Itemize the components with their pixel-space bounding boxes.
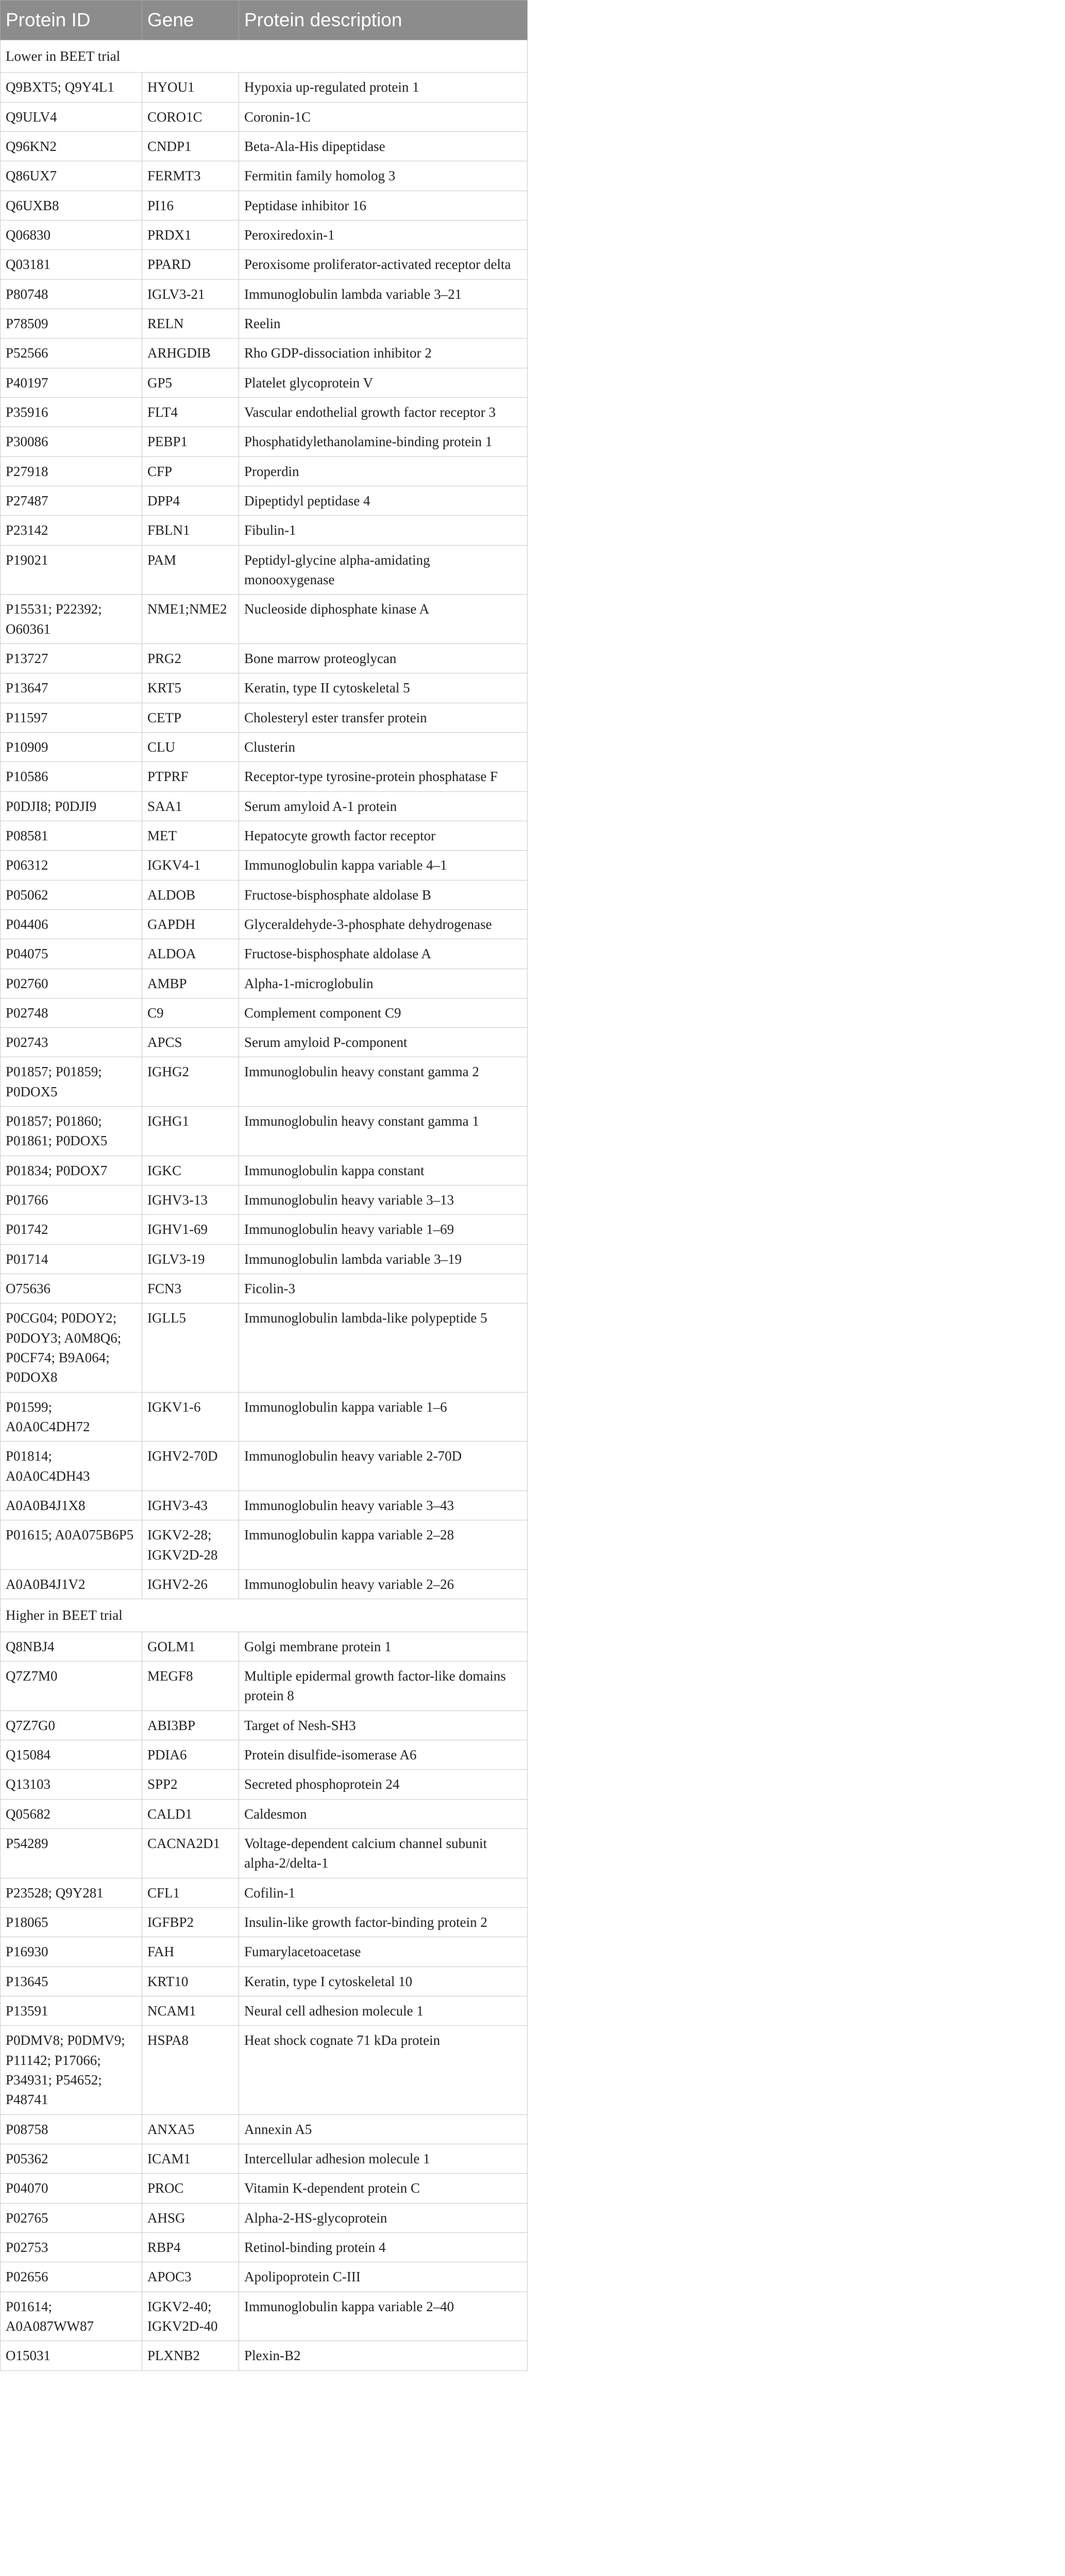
cell-protein-id: P0CG04; P0DOY2; P0DOY3; A0M8Q6; P0CF74; B9A064; P0DOX8	[1, 1303, 142, 1392]
table-row	[1, 673, 528, 703]
cell-protein-description: Immunoglobulin heavy variable 3–43	[239, 1491, 528, 1520]
cell-protein-description: Peroxiredoxin-1	[239, 220, 528, 249]
cell-protein-description: Immunoglobulin heavy constant gamma 2	[239, 1057, 528, 1107]
cell-gene: RELN	[142, 309, 239, 338]
table-row	[1, 1967, 528, 1996]
protein-table	[0, 0, 528, 2371]
cell-protein-id: Q06830	[1, 220, 142, 249]
cell-gene: IGKC	[142, 1156, 239, 1185]
cell-protein-id: Q7Z7M0	[1, 1662, 142, 1711]
cell-protein-description: Immunoglobulin lambda-like polypeptide 5	[239, 1303, 528, 1392]
table-row	[1, 1996, 528, 2025]
cell-gene: PEBP1	[142, 427, 239, 456]
cell-gene: ALDOB	[142, 880, 239, 909]
section-label: Lower in BEET trial	[1, 40, 528, 73]
cell-protein-id: P23142	[1, 516, 142, 545]
cell-protein-description: Nucleoside diphosphate kinase A	[239, 595, 528, 644]
cell-protein-id: P02748	[1, 998, 142, 1027]
table-row	[1, 595, 528, 644]
cell-protein-description: Immunoglobulin kappa variable 1–6	[239, 1392, 528, 1442]
cell-protein-id: P01599; A0A0C4DH72	[1, 1392, 142, 1442]
cell-protein-id: P30086	[1, 427, 142, 456]
cell-gene: ABI3BP	[142, 1710, 239, 1740]
table-row	[1, 998, 528, 1027]
cell-protein-id: P02765	[1, 2203, 142, 2232]
table-row	[1, 2174, 528, 2203]
cell-protein-description: Serum amyloid A-1 protein	[239, 791, 528, 821]
cell-protein-description: Dipeptidyl peptidase 4	[239, 486, 528, 515]
table-row	[1, 939, 528, 969]
table-row	[1, 1057, 528, 1107]
cell-protein-description: Hepatocyte growth factor receptor	[239, 821, 528, 850]
cell-protein-description: Alpha-2-HS-glycoprotein	[239, 2203, 528, 2232]
cell-protein-description: Apolipoprotein C-III	[239, 2262, 528, 2292]
table-row	[1, 2292, 528, 2341]
cell-gene: HYOU1	[142, 73, 239, 102]
cell-protein-description: Complement component C9	[239, 998, 528, 1027]
cell-protein-description: Immunoglobulin heavy constant gamma 1	[239, 1107, 528, 1156]
cell-protein-id: Q9ULV4	[1, 102, 142, 131]
cell-gene: FBLN1	[142, 516, 239, 545]
cell-protein-id: P04075	[1, 939, 142, 969]
cell-gene: FCN3	[142, 1274, 239, 1303]
cell-gene: RBP4	[142, 2232, 239, 2262]
cell-gene: CLU	[142, 732, 239, 761]
table-row	[1, 456, 528, 486]
cell-gene: MET	[142, 821, 239, 850]
table-row	[1, 791, 528, 821]
table-row	[1, 2232, 528, 2262]
cell-protein-description: Serum amyloid P-component	[239, 1028, 528, 1057]
cell-protein-description: Alpha-1-microglobulin	[239, 969, 528, 998]
cell-protein-description: Neural cell adhesion molecule 1	[239, 1996, 528, 2025]
cell-protein-description: Fumarylacetoacetase	[239, 1937, 528, 1967]
cell-protein-id: P23528; Q9Y281	[1, 1878, 142, 1907]
table-row	[1, 1662, 528, 1711]
cell-gene: IGLL5	[142, 1303, 239, 1392]
cell-gene: AMBP	[142, 969, 239, 998]
table-row	[1, 516, 528, 545]
table-row	[1, 821, 528, 850]
cell-protein-description: Clusterin	[239, 732, 528, 761]
cell-gene: CORO1C	[142, 102, 239, 131]
cell-protein-description: Vitamin K-dependent protein C	[239, 2174, 528, 2203]
table-row	[1, 250, 528, 279]
cell-gene: FERMT3	[142, 161, 239, 191]
table-row	[1, 1028, 528, 1057]
table-row	[1, 1770, 528, 1799]
cell-protein-id: P01614; A0A087WW87	[1, 2292, 142, 2341]
cell-gene: IGLV3-19	[142, 1244, 239, 1274]
cell-protein-id: O75636	[1, 1274, 142, 1303]
section-header-row	[1, 40, 528, 73]
cell-protein-id: P27918	[1, 456, 142, 486]
cell-gene: PI16	[142, 191, 239, 220]
cell-protein-description: Fermitin family homolog 3	[239, 161, 528, 191]
cell-gene: IGFBP2	[142, 1907, 239, 1937]
cell-gene: IGHV2-26	[142, 1570, 239, 1599]
table-row	[1, 131, 528, 161]
table-row	[1, 191, 528, 220]
table-row	[1, 1520, 528, 1570]
table-row	[1, 545, 528, 595]
table-row	[1, 1829, 528, 1878]
cell-gene: APCS	[142, 1028, 239, 1057]
section-header-row	[1, 1599, 528, 1632]
cell-protein-id: P13727	[1, 643, 142, 673]
table-row	[1, 1799, 528, 1828]
cell-protein-id: P18065	[1, 1907, 142, 1937]
cell-protein-description: Protein disulfide-isomerase A6	[239, 1740, 528, 1770]
table-row	[1, 732, 528, 761]
cell-gene: NME1;NME2	[142, 595, 239, 644]
cell-protein-description: Fibulin-1	[239, 516, 528, 545]
cell-protein-description: Immunoglobulin heavy variable 2-70D	[239, 1442, 528, 1491]
cell-protein-id: P01766	[1, 1185, 142, 1215]
cell-gene: FAH	[142, 1937, 239, 1967]
table-row	[1, 2341, 528, 2370]
table-row	[1, 909, 528, 939]
cell-protein-description: Heat shock cognate 71 kDa protein	[239, 2026, 528, 2114]
table-row	[1, 1185, 528, 1215]
cell-protein-description: Peptidase inhibitor 16	[239, 191, 528, 220]
cell-protein-id: P04406	[1, 909, 142, 939]
cell-protein-id: Q8NBJ4	[1, 1632, 142, 1661]
cell-gene: IGHG1	[142, 1107, 239, 1156]
cell-protein-description: Immunoglobulin lambda variable 3–19	[239, 1244, 528, 1274]
cell-gene: CACNA2D1	[142, 1829, 239, 1878]
cell-protein-description: Target of Nesh-SH3	[239, 1710, 528, 1740]
table-row	[1, 73, 528, 102]
cell-protein-description: Rho GDP-dissociation inhibitor 2	[239, 338, 528, 368]
table-row	[1, 1156, 528, 1185]
table-row	[1, 2114, 528, 2144]
table-row	[1, 643, 528, 673]
table-row	[1, 1937, 528, 1967]
cell-protein-id: P02743	[1, 1028, 142, 1057]
cell-protein-id: P01857; P01859; P0DOX5	[1, 1057, 142, 1107]
cell-protein-id: P06312	[1, 851, 142, 880]
cell-protein-id: P54289	[1, 1829, 142, 1878]
cell-protein-id: P15531; P22392; O60361	[1, 595, 142, 644]
cell-gene: SPP2	[142, 1770, 239, 1799]
cell-gene: DPP4	[142, 486, 239, 515]
cell-protein-id: P01834; P0DOX7	[1, 1156, 142, 1185]
cell-gene: CNDP1	[142, 131, 239, 161]
cell-gene: C9	[142, 998, 239, 1027]
cell-protein-description: Properdin	[239, 456, 528, 486]
cell-gene: CFP	[142, 456, 239, 486]
cell-protein-description: Intercellular adhesion molecule 1	[239, 2144, 528, 2173]
table-row	[1, 1215, 528, 1244]
cell-protein-id: P27487	[1, 486, 142, 515]
cell-protein-description: Glyceraldehyde-3-phosphate dehydrogenase	[239, 909, 528, 939]
cell-gene: CFL1	[142, 1878, 239, 1907]
cell-protein-id: P13645	[1, 1967, 142, 1996]
cell-protein-description: Immunoglobulin heavy variable 2–26	[239, 1570, 528, 1599]
cell-gene: FLT4	[142, 397, 239, 427]
table-row	[1, 397, 528, 427]
cell-protein-id: P01814; A0A0C4DH43	[1, 1442, 142, 1491]
section-label: Higher in BEET trial	[1, 1599, 528, 1632]
table-row	[1, 220, 528, 249]
cell-protein-id: P0DJI8; P0DJI9	[1, 791, 142, 821]
cell-gene: IGHV1-69	[142, 1215, 239, 1244]
cell-protein-description: Fructose-bisphosphate aldolase A	[239, 939, 528, 969]
cell-gene: MEGF8	[142, 1662, 239, 1711]
table-row	[1, 1491, 528, 1520]
cell-protein-description: Bone marrow proteoglycan	[239, 643, 528, 673]
table-header	[1, 1, 528, 40]
cell-protein-id: P01742	[1, 1215, 142, 1244]
cell-protein-id: P78509	[1, 309, 142, 338]
cell-gene: IGHV3-13	[142, 1185, 239, 1215]
cell-protein-id: P01714	[1, 1244, 142, 1274]
cell-protein-description: Reelin	[239, 309, 528, 338]
cell-protein-description: Beta-Ala-His dipeptidase	[239, 131, 528, 161]
cell-gene: GAPDH	[142, 909, 239, 939]
cell-protein-description: Plexin-B2	[239, 2341, 528, 2370]
table-row	[1, 1878, 528, 1907]
cell-gene: GOLM1	[142, 1632, 239, 1661]
cell-gene: KRT10	[142, 1967, 239, 1996]
cell-protein-description: Golgi membrane protein 1	[239, 1632, 528, 1661]
cell-protein-id: Q9BXT5; Q9Y4L1	[1, 73, 142, 102]
cell-gene: CETP	[142, 703, 239, 732]
table-row	[1, 368, 528, 397]
cell-gene: PAM	[142, 545, 239, 595]
cell-protein-id: P04070	[1, 2174, 142, 2203]
table-row	[1, 2026, 528, 2114]
cell-protein-id: P05062	[1, 880, 142, 909]
cell-protein-id: Q7Z7G0	[1, 1710, 142, 1740]
cell-gene: IGKV1-6	[142, 1392, 239, 1442]
table-row	[1, 880, 528, 909]
cell-protein-id: P16930	[1, 1937, 142, 1967]
cell-protein-description: Immunoglobulin kappa variable 2–40	[239, 2292, 528, 2341]
cell-protein-description: Immunoglobulin kappa variable 2–28	[239, 1520, 528, 1570]
cell-protein-description: Vascular endothelial growth factor receptor 3	[239, 397, 528, 427]
cell-protein-description: Immunoglobulin kappa constant	[239, 1156, 528, 1185]
cell-protein-description: Voltage-dependent calcium channel subunit alpha-2/delta-1	[239, 1829, 528, 1878]
cell-gene: ALDOA	[142, 939, 239, 969]
cell-gene: IGKV2-40; IGKV2D-40	[142, 2292, 239, 2341]
cell-gene: PRDX1	[142, 220, 239, 249]
cell-gene: PLXNB2	[142, 2341, 239, 2370]
cell-protein-id: Q15084	[1, 1740, 142, 1770]
cell-protein-description: Fructose-bisphosphate aldolase B	[239, 880, 528, 909]
cell-gene: KRT5	[142, 673, 239, 703]
cell-gene: IGHV2-70D	[142, 1442, 239, 1491]
table-row	[1, 338, 528, 368]
table-row	[1, 703, 528, 732]
cell-gene: PPARD	[142, 250, 239, 279]
cell-protein-description: Platelet glycoprotein V	[239, 368, 528, 397]
cell-protein-id: P13647	[1, 673, 142, 703]
column-header-gene: Gene	[142, 1, 239, 40]
cell-gene: GP5	[142, 368, 239, 397]
table-row	[1, 2203, 528, 2232]
cell-gene: ANXA5	[142, 2114, 239, 2144]
cell-protein-description: Retinol-binding protein 4	[239, 2232, 528, 2262]
table-row	[1, 1244, 528, 1274]
table-row	[1, 1303, 528, 1392]
cell-protein-id: A0A0B4J1V2	[1, 1570, 142, 1599]
table-row	[1, 2144, 528, 2173]
cell-protein-id: P02656	[1, 2262, 142, 2292]
table-row	[1, 1274, 528, 1303]
cell-protein-description: Immunoglobulin heavy variable 3–13	[239, 1185, 528, 1215]
column-header-protein-description: Protein description	[239, 1, 528, 40]
table-row	[1, 851, 528, 880]
cell-gene: ICAM1	[142, 2144, 239, 2173]
table-row	[1, 486, 528, 515]
cell-gene: IGLV3-21	[142, 279, 239, 309]
cell-protein-description: Caldesmon	[239, 1799, 528, 1828]
table-row	[1, 102, 528, 131]
table-row	[1, 1392, 528, 1442]
cell-gene: SAA1	[142, 791, 239, 821]
cell-protein-id: P08758	[1, 2114, 142, 2144]
table-row	[1, 1107, 528, 1156]
cell-protein-id: P19021	[1, 545, 142, 595]
cell-protein-id: Q96KN2	[1, 131, 142, 161]
cell-protein-description: Immunoglobulin lambda variable 3–21	[239, 279, 528, 309]
cell-gene: AHSG	[142, 2203, 239, 2232]
table-body	[1, 40, 528, 2371]
table-row	[1, 1907, 528, 1937]
table-row	[1, 1632, 528, 1661]
cell-protein-id: P05362	[1, 2144, 142, 2173]
cell-protein-id: P02753	[1, 2232, 142, 2262]
table-row	[1, 161, 528, 191]
cell-protein-id: P40197	[1, 368, 142, 397]
cell-protein-id: P80748	[1, 279, 142, 309]
cell-protein-id: A0A0B4J1X8	[1, 1491, 142, 1520]
cell-protein-description: Immunoglobulin heavy variable 1–69	[239, 1215, 528, 1244]
cell-protein-description: Peptidyl-glycine alpha-amidating monooxygenase	[239, 545, 528, 595]
cell-protein-id: P10586	[1, 762, 142, 791]
table-row	[1, 1710, 528, 1740]
table-row	[1, 969, 528, 998]
cell-protein-description: Annexin A5	[239, 2114, 528, 2144]
cell-protein-description: Keratin, type I cytoskeletal 10	[239, 1967, 528, 1996]
cell-gene: CALD1	[142, 1799, 239, 1828]
cell-protein-id: P11597	[1, 703, 142, 732]
cell-protein-id: P01615; A0A075B6P5	[1, 1520, 142, 1570]
cell-protein-description: Multiple epidermal growth factor-like domains protein 8	[239, 1662, 528, 1711]
cell-protein-id: Q13103	[1, 1770, 142, 1799]
cell-protein-description: Cofilin-1	[239, 1878, 528, 1907]
cell-gene: PRG2	[142, 643, 239, 673]
cell-gene: IGKV4-1	[142, 851, 239, 880]
cell-gene: ARHGDIB	[142, 338, 239, 368]
cell-gene: PTPRF	[142, 762, 239, 791]
column-header-protein-id: Protein ID	[1, 1, 142, 40]
cell-protein-id: P52566	[1, 338, 142, 368]
cell-protein-id: P02760	[1, 969, 142, 998]
cell-protein-id: O15031	[1, 2341, 142, 2370]
cell-protein-id: Q86UX7	[1, 161, 142, 191]
cell-gene: NCAM1	[142, 1996, 239, 2025]
cell-protein-id: P0DMV8; P0DMV9; P11142; P17066; P34931; P54652; P48741	[1, 2026, 142, 2114]
cell-protein-id: P08581	[1, 821, 142, 850]
cell-protein-id: Q6UXB8	[1, 191, 142, 220]
cell-protein-id: P13591	[1, 1996, 142, 2025]
cell-gene: PDIA6	[142, 1740, 239, 1770]
cell-protein-description: Peroxisome proliferator-activated receptor delta	[239, 250, 528, 279]
table-row	[1, 279, 528, 309]
table-row	[1, 1740, 528, 1770]
cell-gene: PROC	[142, 2174, 239, 2203]
table-row	[1, 2262, 528, 2292]
table-row	[1, 427, 528, 456]
cell-protein-description: Ficolin-3	[239, 1274, 528, 1303]
cell-gene: IGHV3-43	[142, 1491, 239, 1520]
cell-protein-description: Hypoxia up-regulated protein 1	[239, 73, 528, 102]
cell-gene: HSPA8	[142, 2026, 239, 2114]
cell-protein-description: Cholesteryl ester transfer protein	[239, 703, 528, 732]
cell-protein-id: P35916	[1, 397, 142, 427]
cell-protein-description: Keratin, type II cytoskeletal 5	[239, 673, 528, 703]
cell-gene: APOC3	[142, 2262, 239, 2292]
cell-protein-id: P10909	[1, 732, 142, 761]
cell-gene: IGKV2-28; IGKV2D-28	[142, 1520, 239, 1570]
cell-protein-id: P01857; P01860; P01861; P0DOX5	[1, 1107, 142, 1156]
cell-protein-description: Immunoglobulin kappa variable 4–1	[239, 851, 528, 880]
cell-protein-description: Receptor-type tyrosine-protein phosphatase F	[239, 762, 528, 791]
cell-protein-description: Secreted phosphoprotein 24	[239, 1770, 528, 1799]
cell-protein-description: Insulin-like growth factor-binding protein 2	[239, 1907, 528, 1937]
cell-protein-id: Q03181	[1, 250, 142, 279]
cell-protein-description: Coronin-1C	[239, 102, 528, 131]
table-row	[1, 762, 528, 791]
table-row	[1, 1570, 528, 1599]
table-row	[1, 309, 528, 338]
cell-protein-description: Phosphatidylethanolamine-binding protein 1	[239, 427, 528, 456]
table-row	[1, 1442, 528, 1491]
cell-gene: IGHG2	[142, 1057, 239, 1107]
header-row	[1, 1, 528, 40]
cell-protein-id: Q05682	[1, 1799, 142, 1828]
